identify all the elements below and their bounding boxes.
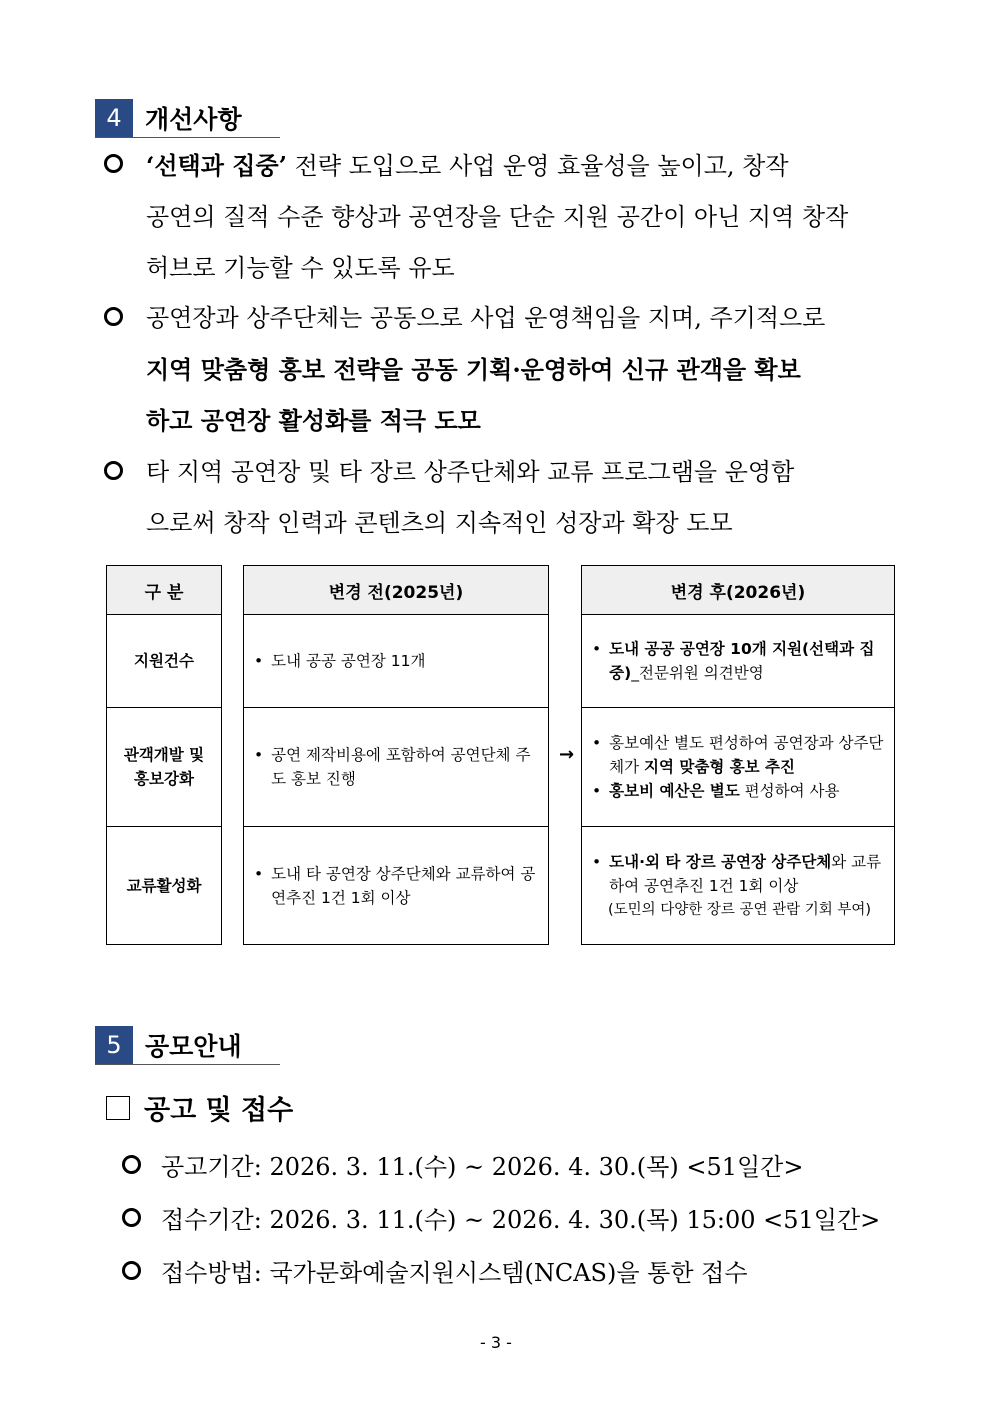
bullet-line: 하고 공연장 활성화를 적극 도모	[146, 406, 481, 435]
subsection-heading	[106, 1088, 293, 1127]
section-underline	[95, 137, 280, 138]
bullet-item	[104, 293, 898, 446]
hollow-circle-icon	[104, 307, 123, 326]
info-item	[122, 1253, 748, 1288]
bullet-line: 타 지역 공연장 및 타 장르 상주단체와 교류 프로그램을 운영함	[146, 458, 795, 486]
table-header-before: 변경 전(2025년)	[243, 565, 549, 615]
bullet-line: 허브로 기능할 수 있도록 유도	[146, 254, 455, 282]
bullet-item	[104, 447, 898, 549]
info-text: 접수기간: 2026. 3. 11.(수) ~ 2026. 4. 30.(목) 15:00 <51일간>	[161, 1206, 881, 1234]
table-row-category: 관객개발 및 홍보강화	[106, 707, 222, 827]
table-cell-after: • 도내·외 타 장르 공연장 상주단체와 교류하여 공연추진 1건 1회 이상 (도민의 다양한 장르 공연 관람 기회 부여)	[581, 826, 895, 945]
section-title: 개선사항	[145, 105, 242, 134]
section-number-badge: 5	[95, 1026, 133, 1064]
section-4-heading	[95, 98, 242, 138]
section-underline	[95, 1064, 280, 1065]
bullet-line: 지역 맞춤형 홍보 전략을 공동 기획·운영하여 신규 관객을 확보	[146, 355, 801, 384]
hollow-circle-icon	[104, 154, 123, 173]
bullet-line: 공연의 질적 수준 향상과 공연장을 단순 지원 공간이 아닌 지역 창작	[146, 203, 849, 231]
bullet-item	[104, 140, 898, 294]
hollow-circle-icon	[122, 1155, 141, 1174]
table-row-category: 교류활성화	[106, 826, 222, 945]
bullet-line: 으로써 창작 인력과 콘텐츠의 지속적인 성장과 확장 도모	[146, 509, 733, 537]
info-text: 접수방법: 국가문화예술지원시스템(NCAS)을 통한 접수	[161, 1259, 748, 1287]
table-cell-before: • 공연 제작비용에 포함하여 공연단체 주도 홍보 진행	[243, 707, 549, 827]
info-text: 공고기간: 2026. 3. 11.(수) ~ 2026. 4. 30.(목) <51일간>	[161, 1153, 804, 1181]
bullet-line: ‘선택과 집중’ 전략 도입으로 사업 운영 효율성을 높이고, 창작	[146, 151, 789, 180]
table-row-category: 지원건수	[106, 614, 222, 708]
table-cell-after: • 홍보예산 별도 편성하여 공연장과 상주단체가 지역 맞춤형 홍보 추진 • 홍보비 예산은 별도 편성하여 사용	[581, 707, 895, 827]
subsection-title: 공고 및 접수	[144, 1095, 294, 1126]
table-cell-before: • 도내 공공 공연장 11개	[243, 614, 549, 708]
table-cell-after: • 도내 공공 공연장 10개 지원(선택과 집중)_전문위원 의견반영	[581, 614, 895, 708]
info-item	[122, 1147, 803, 1182]
arrow-icon: →	[559, 744, 575, 765]
section-number-badge: 4	[95, 99, 133, 137]
section-title: 공모안내	[145, 1032, 242, 1061]
table-cell-before: • 도내 타 공연장 상주단체와 교류하여 공연추진 1건 1회 이상	[243, 826, 549, 945]
bullet-line: 공연장과 상주단체는 공동으로 사업 운영책임을 지며, 주기적으로	[146, 304, 826, 332]
hollow-circle-icon	[104, 461, 123, 480]
page-number: - 3 -	[480, 1333, 512, 1352]
info-item	[122, 1200, 880, 1235]
table-header-after: 변경 후(2026년)	[581, 565, 895, 615]
hollow-circle-icon	[122, 1208, 141, 1227]
hollow-circle-icon	[122, 1261, 141, 1280]
section-5-heading	[95, 1025, 242, 1065]
empty-square-icon	[106, 1096, 130, 1120]
table-header-category: 구 분	[106, 565, 222, 615]
